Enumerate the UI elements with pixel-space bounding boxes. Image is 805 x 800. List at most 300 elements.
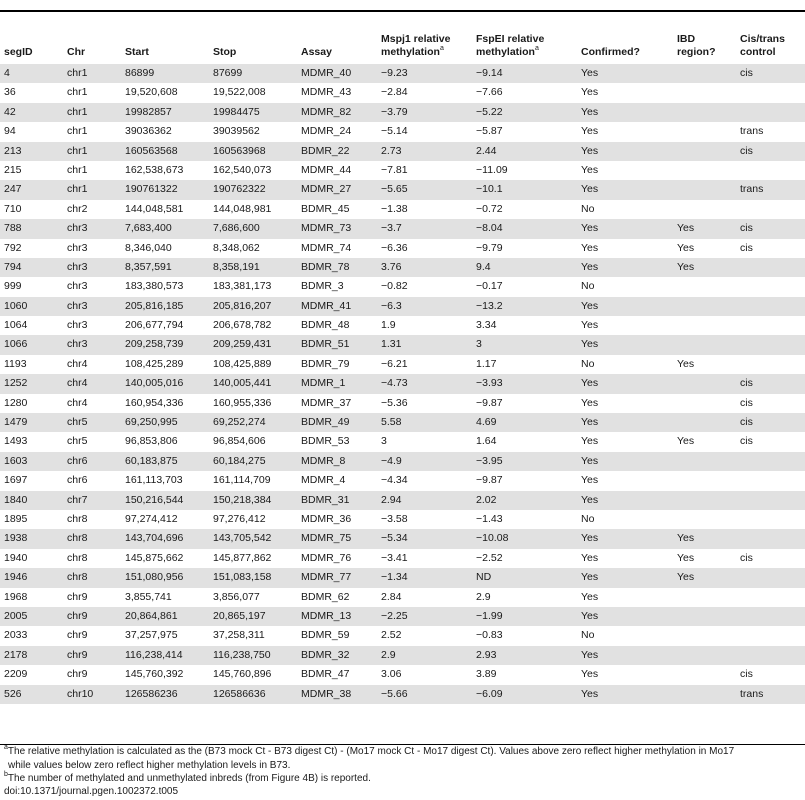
header-mspj1 (381, 33, 450, 59)
start-cell: 209,258,739 (125, 338, 184, 351)
confirmed-cell: No (581, 512, 595, 525)
segid-cell: 1252 (4, 377, 28, 390)
chr-cell: chr8 (67, 532, 88, 545)
table-row (0, 413, 805, 432)
cis-trans-cell: cis (740, 222, 753, 235)
stop-cell: 116,238,750 (213, 648, 271, 661)
start-cell: 160,954,336 (125, 396, 184, 409)
fspei-cell: 3.34 (476, 319, 497, 332)
cis-trans-cell: trans (740, 687, 764, 700)
fspei-cell: −9.14 (476, 67, 503, 79)
segid-cell: 792 (4, 241, 22, 254)
chr-cell: chr9 (67, 609, 88, 622)
stop-cell: 161,114,709 (213, 474, 271, 487)
confirmed-cell: Yes (581, 260, 599, 273)
assay-cell: MDMR_4 (301, 474, 346, 487)
confirmed-cell: No (581, 629, 595, 642)
fspei-cell: 4.69 (476, 416, 497, 429)
mspj1-cell: −2.84 (381, 86, 408, 99)
assay-cell: MDMR_74 (301, 241, 352, 254)
start-cell: 97,274,412 (125, 512, 178, 525)
stop-cell: 145,877,862 (213, 551, 272, 564)
fspei-cell: −2.52 (476, 551, 503, 564)
segid-cell: 42 (4, 105, 16, 118)
header-confirmed: Confirmed? (581, 46, 640, 58)
mspj1-cell: 3.76 (381, 260, 402, 273)
cis-trans-cell: cis (740, 67, 753, 79)
assay-cell: BDMR_31 (301, 493, 350, 506)
fspei-cell: −3.93 (476, 377, 503, 390)
ibd-cell: Yes (677, 571, 695, 584)
start-cell: 20,864,861 (125, 609, 178, 622)
start-cell: 69,250,995 (125, 416, 178, 429)
header-assay: Assay (301, 46, 332, 58)
confirmed-cell: No (581, 357, 595, 370)
chr-cell: chr8 (67, 571, 88, 584)
assay-cell: MDMR_24 (301, 125, 352, 138)
stop-cell: 126586636 (213, 687, 266, 700)
stop-cell: 205,816,207 (213, 299, 272, 312)
table-row (0, 491, 805, 510)
start-cell: 206,677,794 (125, 319, 184, 332)
mspj1-cell: −6.21 (381, 357, 408, 370)
chr-cell: chr1 (67, 105, 88, 118)
assay-cell: MDMR_77 (301, 571, 352, 584)
segid-cell: 247 (4, 183, 22, 196)
ibd-cell: Yes (677, 241, 695, 254)
stop-cell: 96,854,606 (213, 435, 266, 448)
mspj1-cell: −2.25 (381, 609, 408, 622)
mspj1-cell: 1.31 (381, 338, 402, 351)
table-row (0, 297, 805, 316)
fspei-cell: 1.17 (476, 357, 497, 370)
segid-cell: 2178 (4, 648, 28, 661)
stop-cell: 87699 (213, 67, 243, 79)
header-mspj1-footnote-mark: a (439, 44, 444, 52)
mspj1-cell: −7.81 (381, 163, 408, 176)
table-row (0, 83, 805, 102)
mspj1-cell: −4.73 (381, 377, 408, 390)
chr-cell: chr1 (67, 144, 88, 157)
stop-cell: 60,184,275 (213, 454, 266, 467)
chr-cell: chr4 (67, 357, 88, 370)
header-mspj1-line2: methylation (381, 46, 440, 58)
cis-trans-cell: cis (740, 144, 753, 157)
mspj1-cell: −4.34 (381, 474, 408, 487)
fspei-cell: −5.87 (476, 125, 503, 138)
chr-cell: chr2 (67, 202, 88, 215)
footnote-a-line1: The relative methylation is calculated as the (B73 mock Ct - B73 digest Ct) - (Mo17 mock Ct - Mo17 digest Ct). Values above zero reflect higher methylation in Mo17 (7, 746, 735, 757)
start-cell: 60,183,875 (125, 454, 178, 467)
confirmed-cell: Yes (581, 338, 599, 351)
fspei-cell: 9.4 (476, 260, 491, 273)
segid-cell: 4 (4, 67, 10, 79)
segid-cell: 1066 (4, 338, 28, 351)
confirmed-cell: Yes (581, 648, 599, 661)
mspj1-cell: −1.34 (381, 571, 408, 584)
chr-cell: chr9 (67, 648, 88, 661)
cis-trans-cell: trans (740, 125, 764, 138)
confirmed-cell: Yes (581, 454, 599, 467)
confirmed-cell: Yes (581, 222, 599, 235)
stop-cell: 150,218,384 (213, 493, 272, 506)
fspei-cell: 2.93 (476, 648, 497, 661)
assay-cell: BDMR_79 (301, 357, 350, 370)
fspei-cell: −0.72 (476, 202, 503, 215)
start-cell: 96,853,806 (125, 435, 178, 448)
mspj1-cell: −5.66 (381, 687, 408, 700)
fspei-cell: 2.9 (476, 590, 491, 603)
chr-cell: chr3 (67, 338, 88, 351)
table-row (0, 374, 805, 393)
chr-cell: chr3 (67, 319, 88, 332)
start-cell: 160563568 (125, 144, 178, 157)
mspj1-cell: −3.41 (381, 551, 408, 564)
assay-cell: MDMR_40 (301, 67, 352, 79)
assay-cell: BDMR_49 (301, 416, 350, 429)
footnote-b-mark: b (4, 770, 8, 778)
segid-cell: 1603 (4, 454, 28, 467)
start-cell: 143,704,696 (125, 532, 184, 545)
stop-cell: 8,348,062 (213, 241, 260, 254)
segid-cell: 1193 (4, 357, 27, 370)
stop-cell: 7,686,600 (213, 222, 260, 235)
mspj1-cell: 3 (381, 435, 387, 448)
start-cell: 116,238,414 (125, 648, 183, 661)
start-cell: 145,760,392 (125, 668, 184, 681)
fspei-cell: −13.2 (476, 299, 503, 312)
stop-cell: 19984475 (213, 105, 260, 118)
cis-trans-cell: cis (740, 241, 753, 254)
stop-cell: 108,425,889 (213, 357, 272, 370)
start-cell: 190761322 (125, 183, 178, 196)
confirmed-cell: Yes (581, 474, 599, 487)
mspj1-cell: −3.79 (381, 105, 408, 118)
stop-cell: 3,856,077 (213, 590, 260, 603)
start-cell: 3,855,741 (125, 590, 172, 603)
start-cell: 19982857 (125, 105, 172, 118)
header-start: Start (125, 46, 149, 58)
chr-cell: chr7 (67, 493, 88, 506)
confirmed-cell: Yes (581, 183, 599, 196)
segid-cell: 2209 (4, 668, 28, 681)
stop-cell: 160563968 (213, 144, 266, 157)
confirmed-cell: No (581, 202, 595, 215)
assay-cell: MDMR_75 (301, 532, 352, 545)
chr-cell: chr1 (67, 86, 88, 99)
footnote-a-mark: a (4, 743, 8, 751)
confirmed-cell: Yes (581, 571, 599, 584)
assay-cell: MDMR_27 (301, 183, 352, 196)
confirmed-cell: Yes (581, 144, 599, 157)
start-cell: 205,816,185 (125, 299, 184, 312)
assay-cell: BDMR_51 (301, 338, 350, 351)
confirmed-cell: Yes (581, 435, 599, 448)
fspei-cell: −7.66 (476, 86, 503, 99)
header-ibd-line1: IBD (677, 33, 696, 45)
fspei-cell: −10.08 (476, 532, 509, 545)
table-body (0, 64, 805, 704)
assay-cell: BDMR_62 (301, 590, 350, 603)
start-cell: 8,346,040 (125, 241, 172, 254)
assay-cell: MDMR_73 (301, 222, 352, 235)
stop-cell: 143,705,542 (213, 532, 272, 545)
stop-cell: 69,252,274 (213, 416, 266, 429)
cis-trans-cell: trans (740, 183, 764, 196)
fspei-cell: −5.22 (476, 105, 503, 118)
chr-cell: chr1 (67, 163, 88, 176)
start-cell: 162,538,673 (125, 163, 184, 176)
confirmed-cell: Yes (581, 416, 599, 429)
segid-cell: 213 (4, 144, 22, 157)
assay-cell: MDMR_8 (301, 454, 346, 467)
mspj1-cell: −3.7 (381, 222, 402, 235)
chr-cell: chr3 (67, 241, 88, 254)
assay-cell: BDMR_45 (301, 202, 350, 215)
segid-cell: 1697 (4, 474, 28, 487)
segid-cell: 1946 (4, 571, 28, 584)
mspj1-cell: 2.94 (381, 493, 402, 506)
chr-cell: chr9 (67, 629, 88, 642)
table-row (0, 549, 805, 568)
fspei-cell: −8.04 (476, 222, 503, 235)
segid-cell: 2033 (4, 629, 28, 642)
segid-cell: 2005 (4, 609, 28, 622)
ibd-cell: Yes (677, 551, 695, 564)
stop-cell: 97,276,412 (213, 512, 266, 525)
start-cell: 150,216,544 (125, 493, 184, 506)
header-ibd-line2: region? (677, 46, 716, 58)
table-row (0, 258, 805, 277)
assay-cell: BDMR_22 (301, 144, 350, 157)
table-row (0, 64, 805, 83)
start-cell: 39036362 (125, 125, 172, 138)
confirmed-cell: Yes (581, 105, 599, 118)
confirmed-cell: Yes (581, 125, 599, 138)
stop-cell: 140,005,441 (213, 377, 272, 390)
confirmed-cell: Yes (581, 668, 599, 681)
mspj1-cell: −5.34 (381, 532, 408, 545)
stop-cell: 144,048,981 (213, 202, 272, 215)
assay-cell: MDMR_43 (301, 86, 352, 99)
segid-cell: 1493 (4, 435, 28, 448)
table-row (0, 626, 805, 645)
assay-cell: MDMR_37 (301, 396, 352, 409)
mspj1-cell: −3.58 (381, 512, 408, 525)
assay-cell: MDMR_1 (301, 377, 346, 390)
segid-cell: 788 (4, 222, 22, 235)
segid-cell: 710 (4, 202, 22, 215)
header-stop: Stop (213, 46, 237, 58)
start-cell: 126586236 (125, 687, 178, 700)
start-cell: 37,257,975 (125, 629, 178, 642)
table-row (0, 510, 805, 529)
confirmed-cell: Yes (581, 590, 599, 603)
table-row (0, 588, 805, 607)
confirmed-cell: Yes (581, 551, 599, 564)
mspj1-cell: −6.36 (381, 241, 408, 254)
chr-cell: chr9 (67, 590, 88, 603)
ibd-cell: Yes (677, 532, 695, 545)
mspj1-cell: 3.06 (381, 668, 402, 681)
confirmed-cell: Yes (581, 299, 599, 312)
fspei-cell: 2.44 (476, 144, 497, 157)
start-cell: 151,080,956 (125, 571, 184, 584)
table-row (0, 471, 805, 490)
mspj1-cell: 2.52 (381, 629, 402, 642)
fspei-cell: −0.83 (476, 629, 503, 642)
table-row (0, 432, 805, 451)
segid-cell: 1479 (4, 416, 28, 429)
assay-cell: MDMR_76 (301, 551, 352, 564)
mspj1-cell: −0.82 (381, 280, 408, 293)
chr-cell: chr3 (67, 222, 88, 235)
header-ibd (677, 33, 716, 59)
header-cis-trans-line1: Cis/trans (740, 33, 785, 45)
fspei-cell: 2.02 (476, 493, 497, 506)
header-fspei (476, 33, 544, 59)
fspei-cell: −6.09 (476, 687, 503, 700)
assay-cell: BDMR_59 (301, 629, 350, 642)
fspei-cell: −1.99 (476, 609, 503, 622)
chr-cell: chr6 (67, 454, 88, 467)
footnote-a (4, 745, 804, 772)
confirmed-cell: No (581, 280, 595, 293)
mspj1-cell: 2.9 (381, 648, 396, 661)
mspj1-cell: −6.3 (381, 299, 402, 312)
mspj1-cell: 2.73 (381, 144, 402, 157)
table-row (0, 316, 805, 335)
table-row (0, 103, 805, 122)
confirmed-cell: Yes (581, 609, 599, 622)
fspei-cell: ND (476, 571, 492, 584)
footnote-b-text: The number of methylated and unmethylated inbreds (from Figure 4B) is reported. (7, 773, 371, 784)
stop-cell: 151,083,158 (213, 571, 272, 584)
chr-cell: chr5 (67, 435, 88, 448)
stop-cell: 190762322 (213, 183, 266, 196)
table-row (0, 607, 805, 626)
chr-cell: chr4 (67, 396, 88, 409)
footnote-a-line2: while values below zero reflect higher methylation levels in B73. (8, 759, 291, 771)
ibd-cell: Yes (677, 357, 695, 370)
fspei-cell: 3 (476, 338, 482, 351)
chr-cell: chr4 (67, 377, 88, 390)
ibd-cell: Yes (677, 260, 695, 273)
mspj1-cell: −5.14 (381, 125, 408, 138)
start-cell: 8,357,591 (125, 260, 172, 273)
assay-cell: MDMR_36 (301, 512, 352, 525)
chr-cell: chr1 (67, 125, 88, 138)
table-row (0, 568, 805, 587)
segid-cell: 999 (4, 280, 22, 293)
chr-cell: chr1 (67, 183, 88, 196)
stop-cell: 162,540,073 (213, 163, 272, 176)
mspj1-cell: 2.84 (381, 590, 402, 603)
segid-cell: 1840 (4, 493, 28, 506)
ibd-cell: Yes (677, 222, 695, 235)
start-cell: 86899 (125, 67, 155, 79)
stop-cell: 39039562 (213, 125, 260, 138)
cis-trans-cell: cis (740, 551, 753, 564)
chr-cell: chr5 (67, 416, 88, 429)
footnote-b (4, 772, 804, 786)
confirmed-cell: Yes (581, 319, 599, 332)
start-cell: 183,380,573 (125, 280, 184, 293)
stop-cell: 37,258,311 (213, 629, 265, 642)
segid-cell: 1064 (4, 319, 28, 332)
table-row (0, 161, 805, 180)
table-row (0, 180, 805, 199)
confirmed-cell: Yes (581, 532, 599, 545)
chr-cell: chr9 (67, 668, 88, 681)
start-cell: 145,875,662 (125, 551, 184, 564)
assay-cell: MDMR_38 (301, 687, 352, 700)
fspei-cell: −9.79 (476, 241, 503, 254)
segid-cell: 1968 (4, 590, 28, 603)
segid-cell: 1280 (4, 396, 28, 409)
table-row (0, 277, 805, 296)
mspj1-cell: −5.65 (381, 183, 408, 196)
table-row (0, 200, 805, 219)
segid-cell: 36 (4, 86, 16, 99)
header-fspei-footnote-mark: a (534, 44, 539, 52)
table-row (0, 355, 805, 374)
start-cell: 161,113,703 (125, 474, 183, 487)
segid-cell: 1895 (4, 512, 28, 525)
assay-cell: BDMR_47 (301, 668, 350, 681)
header-fspei-line1: FspEI relative (476, 33, 545, 45)
header-chr: Chr (67, 46, 86, 58)
stop-cell: 206,678,782 (213, 319, 272, 332)
fspei-cell: −3.95 (476, 454, 503, 467)
table-row (0, 646, 805, 665)
fspei-cell: 3.89 (476, 668, 497, 681)
ibd-cell: Yes (677, 435, 695, 448)
confirmed-cell: Yes (581, 687, 599, 700)
confirmed-cell: Yes (581, 67, 599, 79)
assay-cell: MDMR_44 (301, 163, 352, 176)
table-row (0, 239, 805, 258)
cis-trans-cell: cis (740, 396, 753, 409)
fspei-cell: −9.87 (476, 474, 503, 487)
assay-cell: MDMR_41 (301, 299, 352, 312)
chr-cell: chr6 (67, 474, 88, 487)
assay-cell: BDMR_48 (301, 319, 350, 332)
table-row (0, 394, 805, 413)
mspj1-cell: −5.36 (381, 396, 408, 409)
header-cis-trans-line2: control (740, 46, 776, 58)
confirmed-cell: Yes (581, 241, 599, 254)
assay-cell: MDMR_13 (301, 609, 352, 622)
table-row (0, 219, 805, 238)
table-header (0, 27, 805, 65)
header-mspj1-line1: Mspj1 relative (381, 33, 451, 45)
segid-cell: 526 (4, 687, 22, 700)
assay-cell: BDMR_3 (301, 280, 344, 293)
confirmed-cell: Yes (581, 493, 599, 506)
start-cell: 7,683,400 (125, 222, 172, 235)
fspei-cell: −10.1 (476, 183, 503, 196)
segid-cell: 1938 (4, 532, 28, 545)
table-row (0, 665, 805, 684)
confirmed-cell: Yes (581, 396, 599, 409)
fspei-cell: −0.17 (476, 280, 503, 293)
segid-cell: 1940 (4, 551, 28, 564)
stop-cell: 209,259,431 (213, 338, 272, 351)
stop-cell: 145,760,896 (213, 668, 272, 681)
fspei-cell: −1.43 (476, 512, 503, 525)
assay-cell: BDMR_32 (301, 648, 350, 661)
